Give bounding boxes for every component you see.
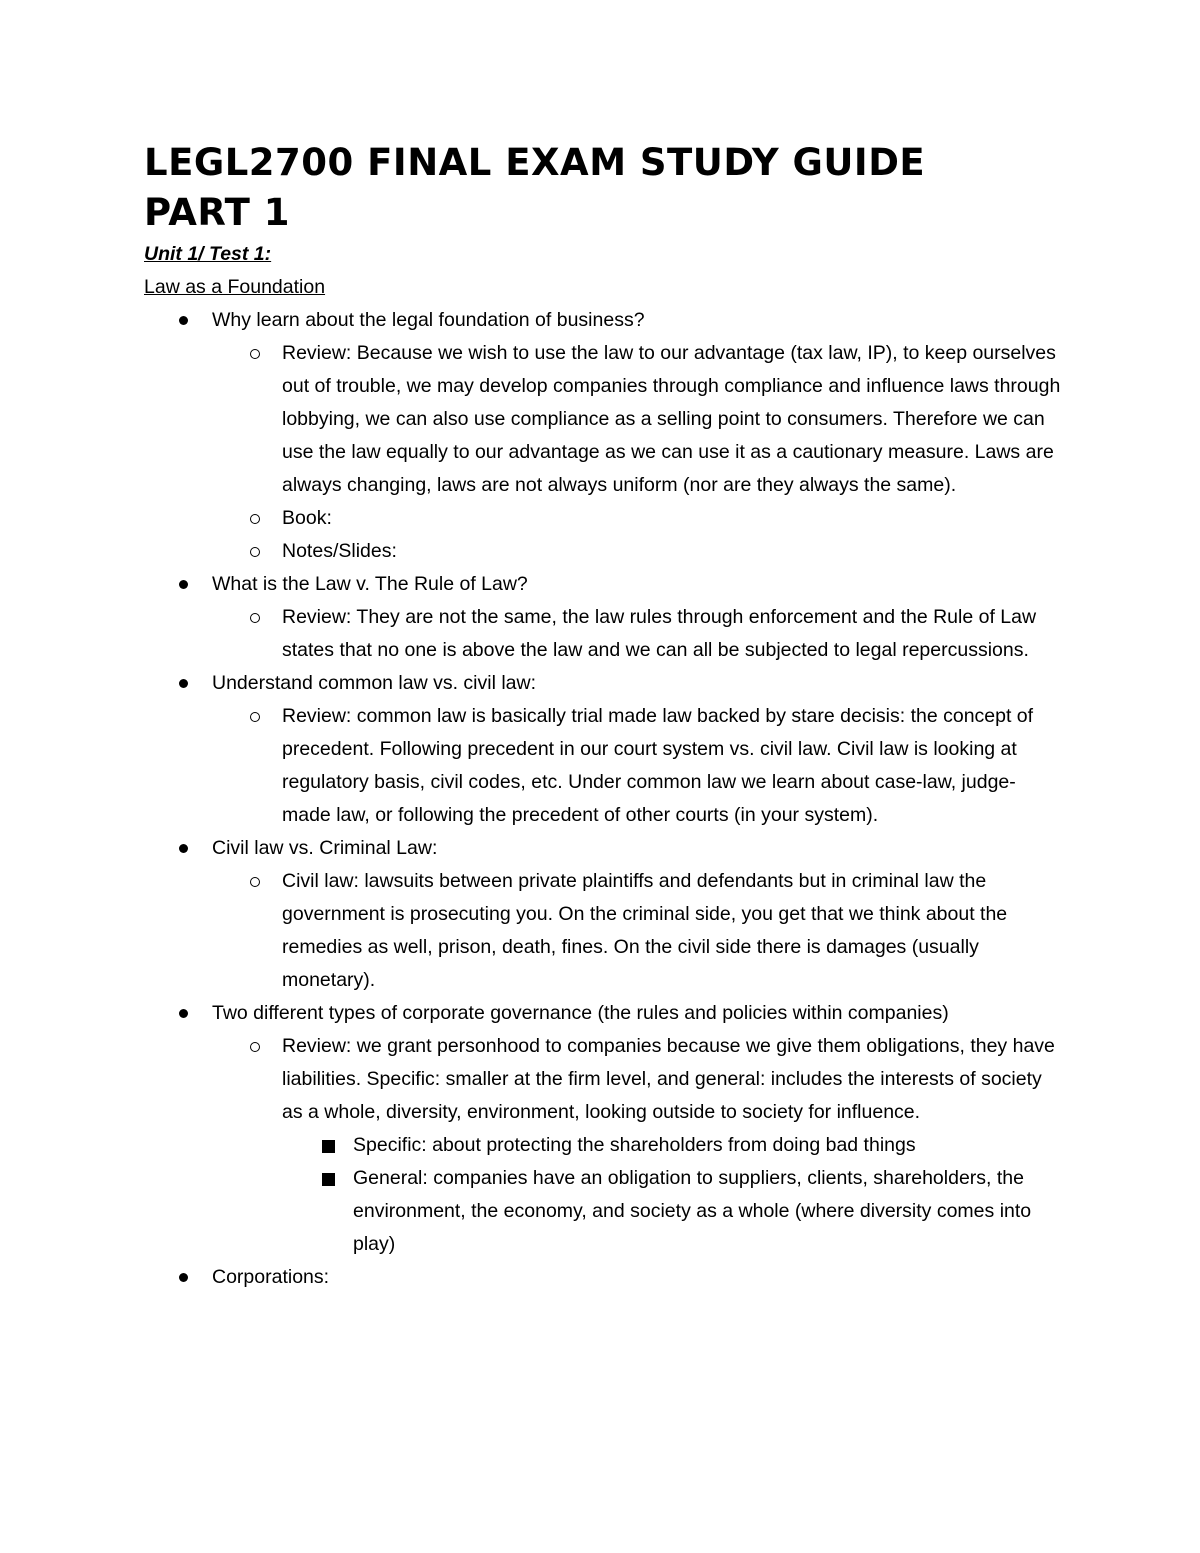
list-item-text: Why learn about the legal foundation of business? xyxy=(212,309,645,331)
sub-list-item-text: Review: common law is basically trial made law backed by stare decisis: the concept of precedent. Following precedent in our court system vs. civil law. Civil law is looking at regulatory basis, civil codes, etc. Under common law we learn about case-law, judge-made law, or following the precedent of other courts (in your system). xyxy=(282,705,1034,826)
hollow-bullet-icon xyxy=(250,547,260,557)
filled-bullet-icon xyxy=(179,1273,188,1282)
sub-list-item-text: Review: we grant personhood to companies because we give them obligations, they have liabilities. Specific: smaller at the firm level, and general: includes the interests of society as a whole, diversity, environment, looking outside to society for influence. xyxy=(282,1035,1055,1123)
sub-bullet-list xyxy=(212,337,1064,568)
square-bullet-icon xyxy=(322,1140,335,1153)
title-line-2: PART 1 xyxy=(144,191,291,234)
main-bullet-list xyxy=(144,304,1064,1294)
unit-heading: Unit 1/ Test 1: xyxy=(144,243,272,265)
sub-sub-list-item-text: Specific: about protecting the shareholders from doing bad things xyxy=(353,1134,916,1156)
list-item-text: Civil law vs. Criminal Law: xyxy=(212,837,438,859)
document-content xyxy=(144,138,1064,1294)
sub-list-item xyxy=(282,865,1064,997)
hollow-bullet-icon xyxy=(250,712,260,722)
square-bullet-icon xyxy=(322,1173,335,1186)
sub-list-item xyxy=(282,337,1064,502)
sub-list-item-text: Notes/Slides: xyxy=(282,540,397,562)
list-item xyxy=(212,997,1064,1261)
list-item-text: Two different types of corporate governance (the rules and policies within companies) xyxy=(212,1002,949,1024)
filled-bullet-icon xyxy=(179,844,188,853)
sub-bullet-list xyxy=(212,601,1064,667)
list-item xyxy=(212,568,1064,667)
list-item xyxy=(212,832,1064,997)
list-item xyxy=(212,667,1064,832)
sub-list-item xyxy=(282,700,1064,832)
hollow-bullet-icon xyxy=(250,349,260,359)
sub-list-item-text: Review: They are not the same, the law rules through enforcement and the Rule of Law states that no one is above the law and we can all be subjected to legal repercussions. xyxy=(282,606,1037,661)
sub-list-item-text: Civil law: lawsuits between private plaintiffs and defendants but in criminal law the government is prosecuting you. On the criminal side, you get that we think about the remedies as well, prison, death, fines. On the civil side there is damages (usually monetary). xyxy=(282,870,1008,991)
section-heading: Law as a Foundation xyxy=(144,276,326,298)
filled-bullet-icon xyxy=(179,580,188,589)
sub-sub-list-item xyxy=(353,1162,1064,1261)
sub-bullet-list xyxy=(212,700,1064,832)
sub-list-item xyxy=(282,601,1064,667)
sub-list-item xyxy=(282,535,1064,568)
hollow-bullet-icon xyxy=(250,613,260,623)
hollow-bullet-icon xyxy=(250,877,260,887)
sub-list-item xyxy=(282,502,1064,535)
sub-bullet-list xyxy=(212,865,1064,997)
sub-sub-list-item xyxy=(353,1129,1064,1162)
sub-list-item xyxy=(282,1030,1064,1261)
hollow-bullet-icon xyxy=(250,514,260,524)
filled-bullet-icon xyxy=(179,1009,188,1018)
sub-bullet-list xyxy=(212,1030,1064,1261)
list-item-text: What is the Law v. The Rule of Law? xyxy=(212,573,528,595)
filled-bullet-icon xyxy=(179,316,188,325)
sub-sub-list-item-text: General: companies have an obligation to suppliers, clients, shareholders, the environment, the economy, and society as a whole (where diversity comes into play) xyxy=(353,1167,1032,1255)
list-item-text: Corporations: xyxy=(212,1266,330,1288)
title-line-1: LEGL2700 FINAL EXAM STUDY GUIDE xyxy=(144,141,926,184)
list-item xyxy=(212,304,1064,568)
list-item xyxy=(212,1261,1064,1294)
hollow-bullet-icon xyxy=(250,1042,260,1052)
document-title xyxy=(144,138,1064,238)
filled-bullet-icon xyxy=(179,679,188,688)
sub-sub-bullet-list xyxy=(282,1129,1064,1261)
sub-list-item-text: Book: xyxy=(282,507,332,529)
list-item-text: Understand common law vs. civil law: xyxy=(212,672,537,694)
sub-list-item-text: Review: Because we wish to use the law to our advantage (tax law, IP), to keep ourselves out of trouble, we may develop companies through compliance and influence laws through lobbying, we can also use compliance as a selling point to consumers. Therefore we can use the law equally to our advantage as we can use it as a cautionary measure. Laws are always changing, laws are not always uniform (nor are they always the same). xyxy=(282,342,1061,496)
